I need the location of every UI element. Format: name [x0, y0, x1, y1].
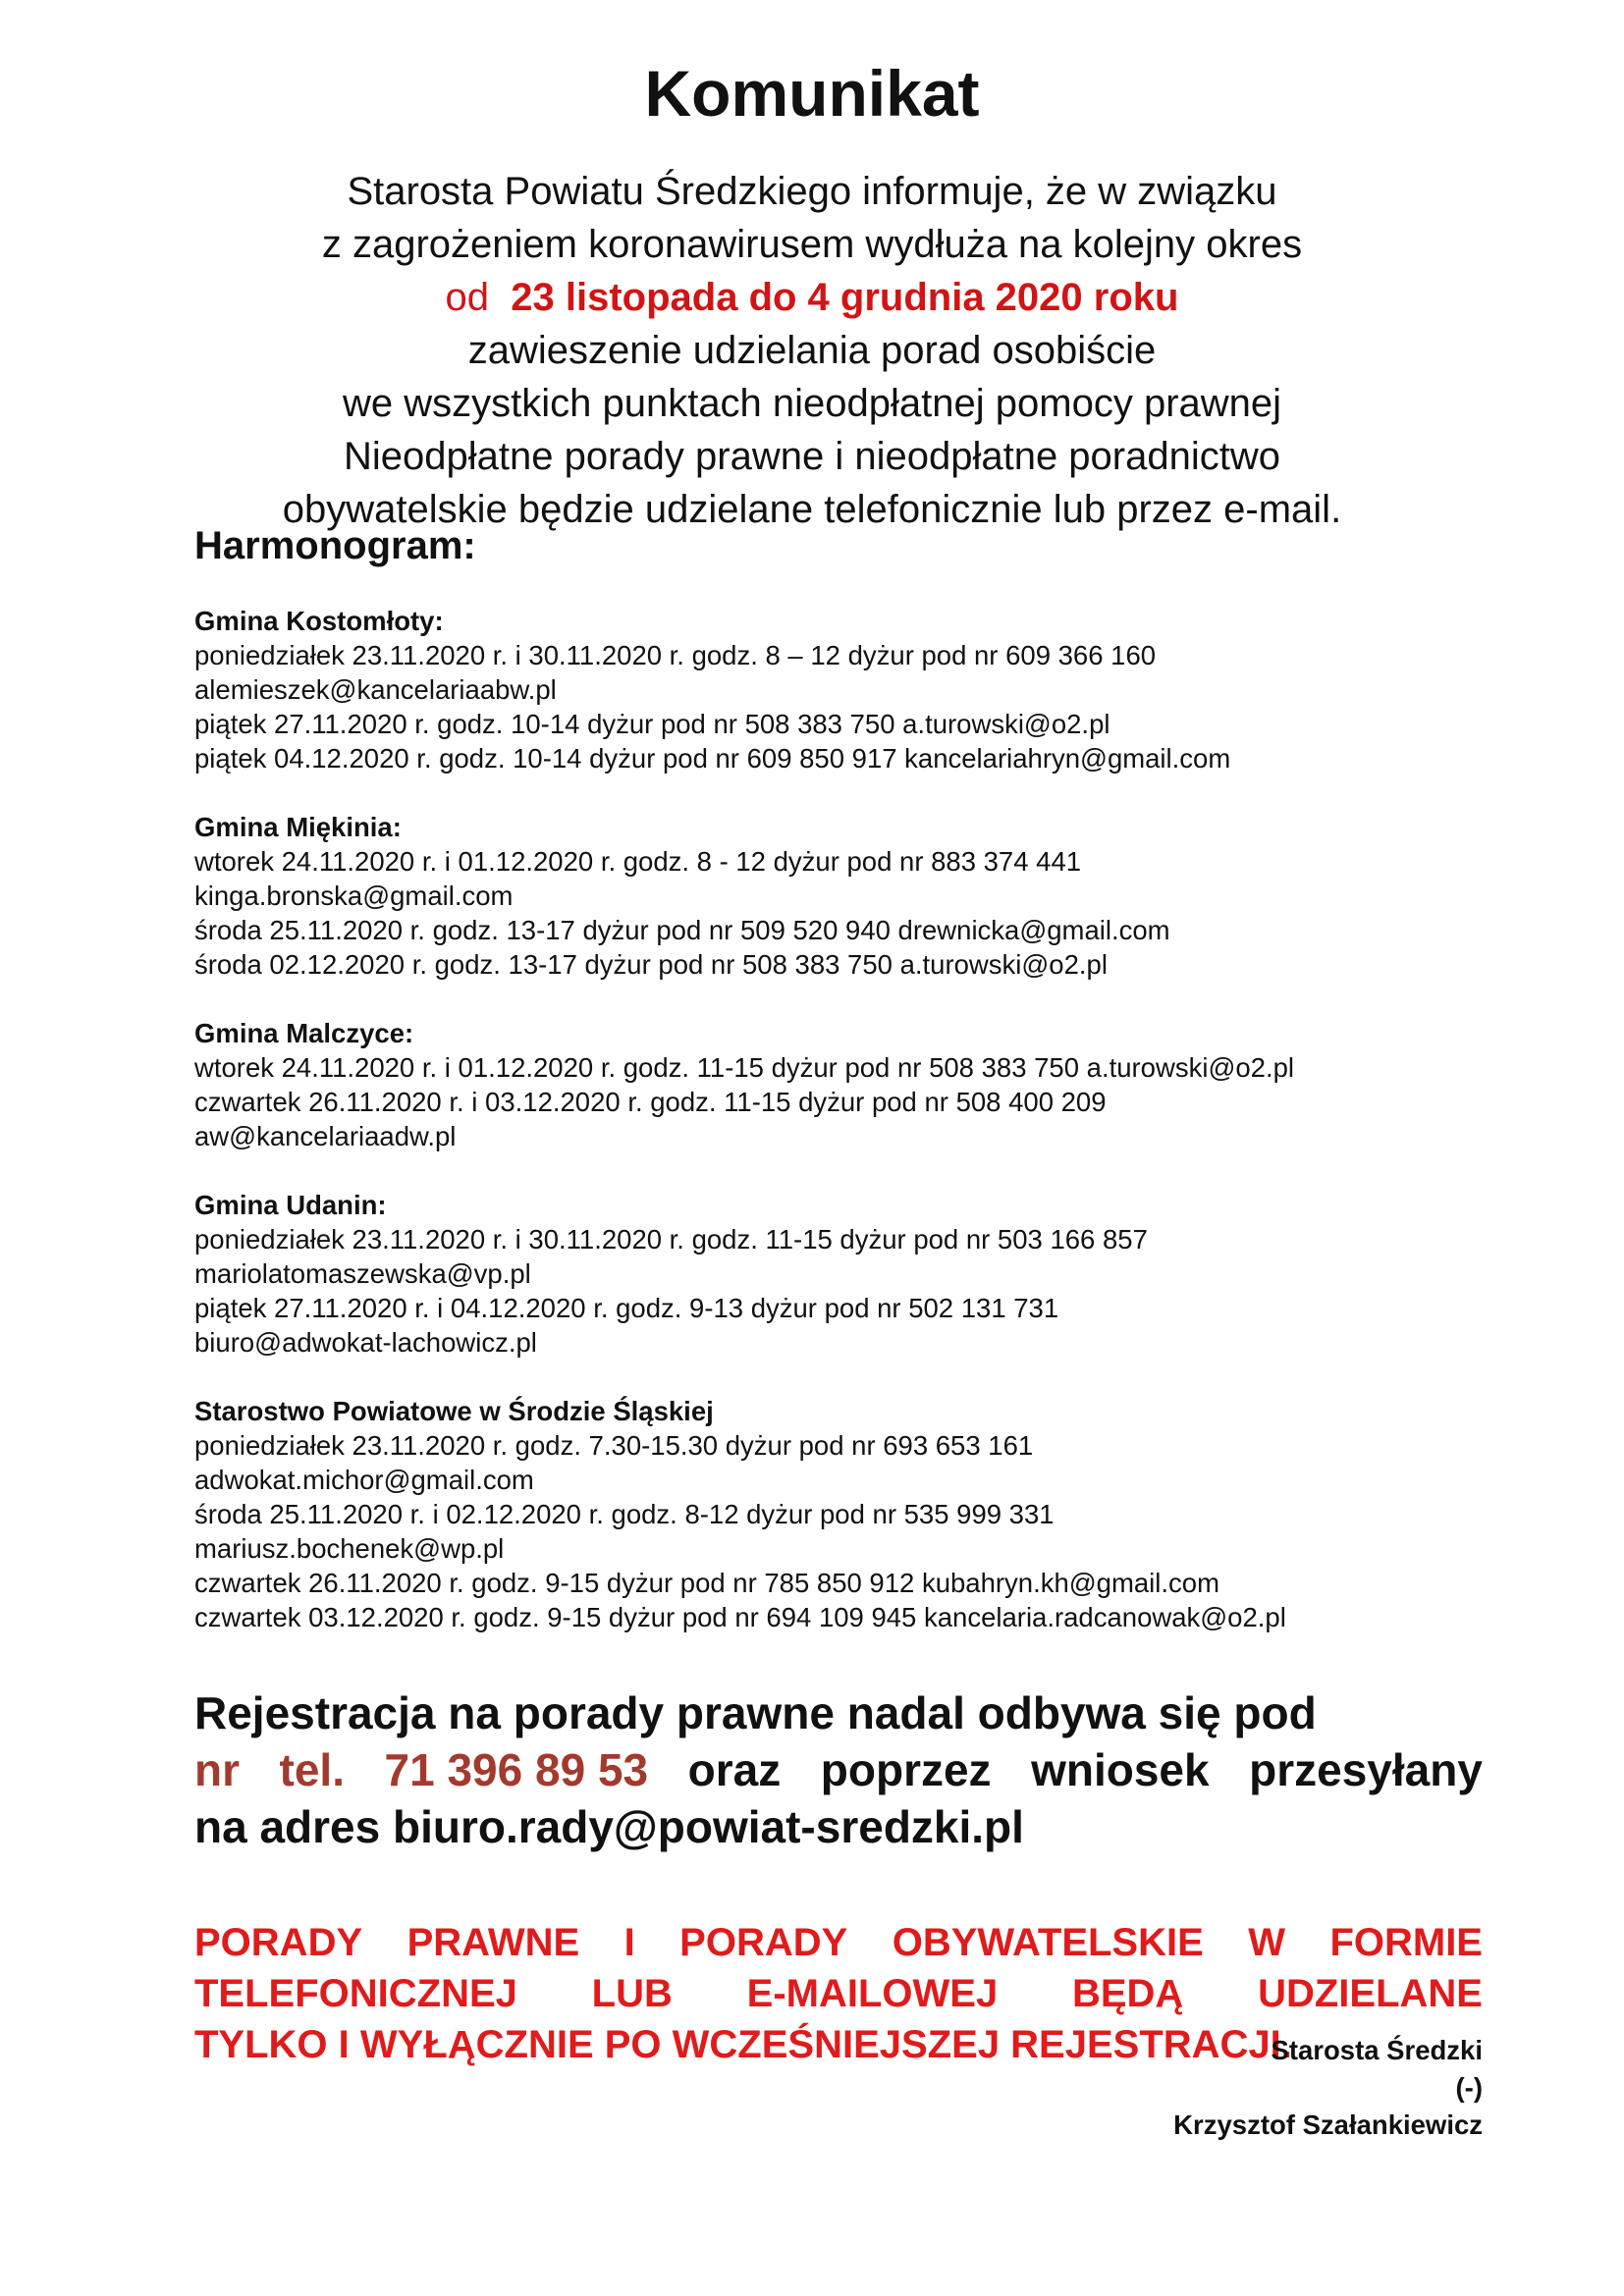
- schedule-section-malczyce: [194, 1016, 1490, 1153]
- phone-number: 71 396 89 53: [384, 1744, 649, 1795]
- registration-word: przesyłany: [1249, 1744, 1483, 1795]
- warning-word: I: [623, 1921, 635, 1964]
- schedule-section-udanin: [194, 1188, 1490, 1360]
- period-highlight: 23 listopada do 4 grudnia 2020 roku: [511, 276, 1179, 319]
- intro-line-5: we wszystkich punktach nieodpłatnej pomocy prawnej: [342, 382, 1282, 425]
- schedule-section-miekinia: [194, 810, 1490, 982]
- schedule-entry: poniedziałek 23.11.2020 r. i 30.11.2020 r. godz. 11-15 dyżur pod nr 503 166 857: [194, 1224, 1148, 1255]
- schedule-entry: środa 25.11.2020 r. godz. 13-17 dyżur pod nr 509 520 940 drewnicka@gmail.com: [194, 915, 1170, 945]
- warning-word: UDZIELANE: [1258, 1972, 1483, 2015]
- registration-line-3: na adres biuro.rady@powiat-sredzki.pl: [194, 1801, 1024, 1852]
- intro-line-2: z zagrożeniem koronawirusem wydłuża na kolejny okres: [321, 223, 1303, 266]
- schedule-section-kostomloty: [194, 604, 1490, 775]
- registration-line-2: [194, 1741, 1483, 1798]
- intro-line-6: Nieodpłatne porady prawne i nieodpłatne poradnictwo: [344, 435, 1280, 478]
- schedule-section-starostwo: [194, 1394, 1490, 1634]
- schedule-entry: mariolatomaszewska@vp.pl: [194, 1258, 531, 1289]
- schedule-entry: środa 02.12.2020 r. godz. 13-17 dyżur pod nr 508 383 750 a.turowski@o2.pl: [194, 949, 1108, 980]
- warning-line-1: [194, 1917, 1483, 1968]
- signature-name: Krzysztof Szałankiewicz: [1173, 2109, 1483, 2140]
- section-title: Gmina Udanin:: [194, 1190, 387, 1220]
- warning-word: FORMIE: [1329, 1921, 1483, 1964]
- schedule-entry: czwartek 03.12.2020 r. godz. 9-15 dyżur pod nr 694 109 945 kancelaria.radcanowak@o2.pl: [194, 1602, 1286, 1632]
- signature-mark: (-): [1455, 2072, 1483, 2103]
- schedule-entry: piątek 27.11.2020 r. i 04.12.2020 r. godz. 9-13 dyżur pod nr 502 131 731: [194, 1293, 1059, 1323]
- schedule-entry: poniedziałek 23.11.2020 r. godz. 7.30-15.30 dyżur pod nr 693 653 161: [194, 1430, 1034, 1461]
- signature-block: [1173, 2032, 1483, 2144]
- period-prefix: od: [445, 276, 490, 319]
- warning-line-2: [194, 1968, 1483, 2019]
- phone-label-word: nr: [194, 1744, 240, 1795]
- registration-word: poprzez: [820, 1744, 992, 1795]
- warning-word: PORADY: [194, 1921, 363, 1964]
- registration-word: wniosek: [1031, 1744, 1210, 1795]
- intro-line-1: Starosta Powiatu Średzkiego informuje, że w związku: [347, 170, 1277, 213]
- section-title: Gmina Malczyce:: [194, 1018, 414, 1048]
- registration-notice: [194, 1684, 1483, 1855]
- warning-word: LUB: [591, 1972, 673, 2015]
- schedule-entry: kinga.bronska@gmail.com: [194, 881, 514, 911]
- harmonogram-heading: Harmonogram:: [194, 524, 476, 567]
- section-title: Gmina Kostomłoty:: [194, 606, 444, 636]
- intro-paragraph: [0, 165, 1624, 536]
- warning-word: OBYWATELSKIE: [892, 1921, 1204, 1964]
- section-title: Starostwo Powiatowe w Środzie Śląskiej: [194, 1396, 714, 1426]
- intro-line-7: obywatelskie będzie udzielane telefonicznie lub przez e-mail.: [282, 488, 1342, 531]
- schedule-entry: piątek 04.12.2020 r. godz. 10-14 dyżur pod nr 609 850 917 kancelariahryn@gmail.com: [194, 743, 1231, 774]
- signature-role: Starosta Średzki: [1271, 2035, 1483, 2065]
- schedule-entry: piątek 27.11.2020 r. godz. 10-14 dyżur pod nr 508 383 750 a.turowski@o2.pl: [194, 709, 1110, 739]
- section-title: Gmina Miękinia:: [194, 812, 402, 842]
- schedule-entry: czwartek 26.11.2020 r. godz. 9-15 dyżur pod nr 785 850 912 kubahryn.kh@gmail.com: [194, 1568, 1219, 1598]
- schedule-entry: wtorek 24.11.2020 r. i 01.12.2020 r. godz. 11-15 dyżur pod nr 508 383 750 a.turowski@o2.pl: [194, 1052, 1294, 1083]
- warning-word: TELEFONICZNEJ: [194, 1972, 517, 2015]
- schedule-entry: poniedziałek 23.11.2020 r. i 30.11.2020 r. godz. 8 – 12 dyżur pod nr 609 366 160: [194, 640, 1157, 670]
- schedule-entry: alemieszek@kancelariaabw.pl: [194, 674, 557, 705]
- registration-word: oraz: [687, 1744, 782, 1795]
- schedule-entry: biuro@adwokat-lachowicz.pl: [194, 1327, 537, 1358]
- schedule-entry: czwartek 26.11.2020 r. i 03.12.2020 r. godz. 11-15 dyżur pod nr 508 400 209: [194, 1087, 1107, 1117]
- registration-line-1: Rejestracja na porady prawne nadal odbywa się pod: [194, 1687, 1317, 1738]
- schedule-entry: adwokat.michor@gmail.com: [194, 1465, 534, 1495]
- warning-word: PORADY: [679, 1921, 848, 1964]
- intro-line-4: zawieszenie udzielania porad osobiście: [467, 329, 1157, 372]
- warning-word: E-MAILOWEJ: [746, 1972, 999, 2015]
- warning-word: BĘDĄ: [1071, 1972, 1184, 2015]
- schedule-entry: środa 25.11.2020 r. i 02.12.2020 r. godz. 8-12 dyżur pod nr 535 999 331: [194, 1499, 1055, 1529]
- schedule-entry: wtorek 24.11.2020 r. i 01.12.2020 r. godz. 8 - 12 dyżur pod nr 883 374 441: [194, 846, 1082, 877]
- schedule-list: [194, 604, 1490, 1669]
- warning-word: W: [1248, 1921, 1285, 1964]
- warning-line-3: TYLKO I WYŁĄCZNIE PO WCZEŚNIEJSZEJ REJESTRACJI.: [194, 2023, 1292, 2066]
- schedule-entry: mariusz.bochenek@wp.pl: [194, 1533, 505, 1564]
- schedule-entry: aw@kancelariaadw.pl: [194, 1121, 457, 1151]
- phone-label-word: tel.: [279, 1744, 345, 1795]
- intro-period-line: [0, 271, 1624, 324]
- page-title: Komunikat: [644, 57, 980, 130]
- warning-word: PRAWNE: [406, 1921, 580, 1964]
